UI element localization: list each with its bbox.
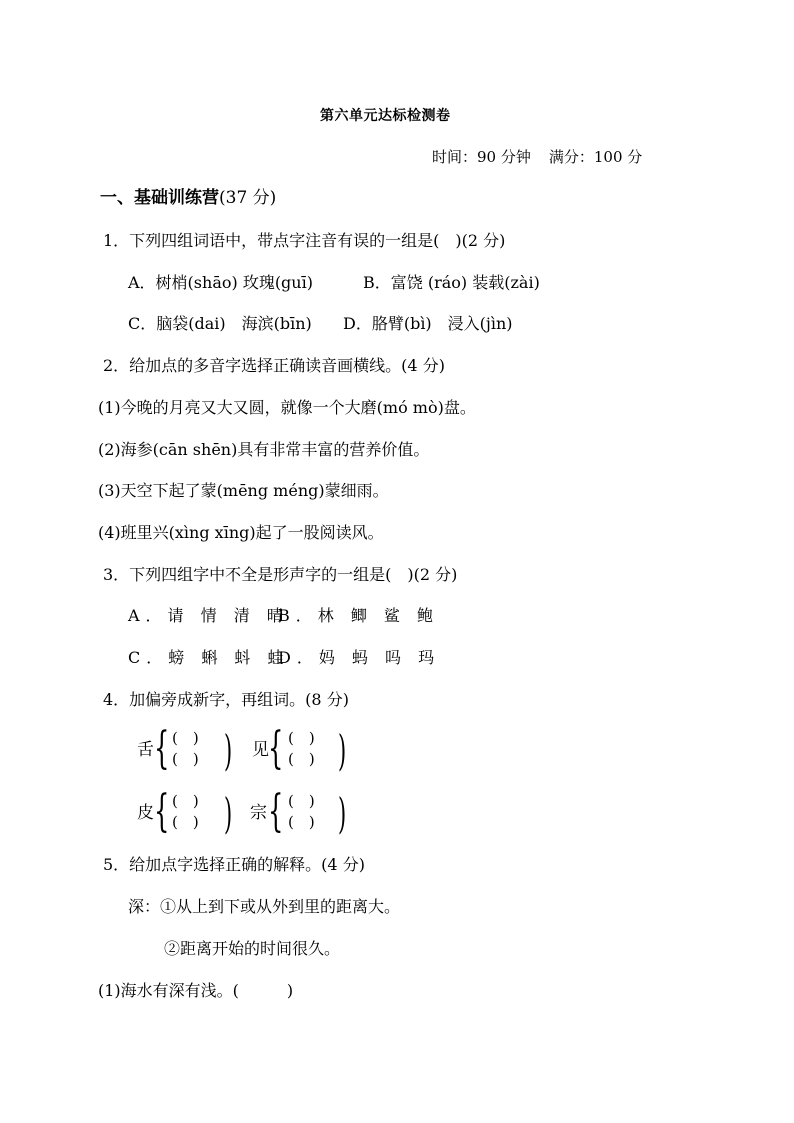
q5-definition-row-1 bbox=[128, 897, 400, 917]
right-paren-4: ) bbox=[338, 789, 347, 838]
time-limit: 时间：90 分钟 bbox=[432, 148, 531, 166]
q2-item-1: (1)今晚的月亮又大又圆，就像一个大磨(mó mò)盘。 bbox=[98, 398, 476, 417]
answer-blank-4b[interactable]: ( ) bbox=[288, 813, 315, 831]
answer-blank-1b[interactable]: ( ) bbox=[172, 750, 199, 768]
left-brace-3: { bbox=[154, 786, 170, 837]
q2-item-4: (4)班里兴(xìng xīng)起了一股阅读风。 bbox=[98, 523, 384, 542]
answer-blank-1a[interactable]: ( ) bbox=[172, 729, 199, 747]
q5-word: 深： bbox=[128, 897, 161, 916]
q1-option-d: D．胳臂(bì) 浸入(jìn) bbox=[343, 314, 513, 333]
q2-item-3: (3)天空下起了蒙(mēng méng)蒙细雨。 bbox=[98, 481, 389, 500]
q3-option-c: C．螃 蝌 蚪 蛙 bbox=[128, 648, 290, 667]
radical-2: 见 bbox=[252, 740, 269, 760]
q1-option-row-2 bbox=[128, 314, 513, 334]
left-brace-4: { bbox=[268, 786, 284, 837]
page-title: 第六单元达标检测卷 bbox=[320, 108, 451, 124]
answer-blank-2a[interactable]: ( ) bbox=[288, 729, 315, 747]
full-score: 满分：100 分 bbox=[548, 148, 643, 166]
right-paren-1: ) bbox=[224, 726, 233, 775]
left-brace-1: { bbox=[154, 723, 170, 774]
right-paren-2: ) bbox=[338, 726, 347, 775]
section-heading bbox=[100, 188, 276, 208]
q3-stem: 3．下列四组字中不全是形声字的一组是( )(2 分) bbox=[103, 565, 458, 584]
q5-item-1: (1)海水有深有浅。( ) bbox=[98, 981, 294, 1000]
q5-stem: 5．给加点字选择正确的解释。(4 分) bbox=[103, 855, 365, 874]
q1-option-c: C．脑袋(dai) 海滨(bīn) bbox=[128, 314, 312, 333]
right-paren-3: ) bbox=[224, 789, 233, 838]
radical-1: 舌 bbox=[137, 740, 154, 760]
exam-meta bbox=[432, 147, 642, 167]
left-brace-2: { bbox=[268, 723, 284, 774]
q3-option-row-1 bbox=[128, 606, 439, 626]
q1-option-b: B．富饶 (ráo) 装载(zài) bbox=[363, 273, 540, 292]
q3-option-d: D．妈 蚂 吗 玛 bbox=[278, 648, 441, 667]
q3-option-a: A．请 情 清 晴 bbox=[128, 606, 289, 625]
q1-option-row-1 bbox=[128, 273, 540, 293]
answer-blank-3b[interactable]: ( ) bbox=[172, 813, 199, 831]
q2-stem: 2．给加点的多音字选择正确读音画横线。(4 分) bbox=[103, 356, 445, 375]
section-score: (37 分) bbox=[219, 188, 277, 208]
q3-option-row-2 bbox=[128, 648, 440, 668]
q1-option-a: A．树梢(shāo) 玫瑰(guī) bbox=[128, 273, 313, 292]
answer-blank-4a[interactable]: ( ) bbox=[288, 792, 315, 810]
radical-4: 宗 bbox=[250, 803, 267, 823]
q3-option-b: B．林 鲫 鲨 鲍 bbox=[278, 606, 440, 625]
answer-blank-2b[interactable]: ( ) bbox=[288, 750, 315, 768]
section-label: 一、基础训练营 bbox=[100, 188, 219, 208]
q5-definition-1: ①从上到下或从外到里的距离大。 bbox=[160, 897, 401, 916]
answer-blank-3a[interactable]: ( ) bbox=[172, 792, 199, 810]
q5-definition-2: ②距离开始的时间很久。 bbox=[164, 939, 341, 958]
q2-item-2: (2)海参(cān shēn)具有非常丰富的营养价值。 bbox=[98, 440, 430, 459]
q1-stem: 1．下列四组词语中，带点字注音有误的一组是( )(2 分) bbox=[103, 231, 506, 250]
q4-stem: 4．加偏旁成新字，再组词。(8 分) bbox=[103, 690, 349, 709]
radical-3: 皮 bbox=[137, 803, 154, 823]
